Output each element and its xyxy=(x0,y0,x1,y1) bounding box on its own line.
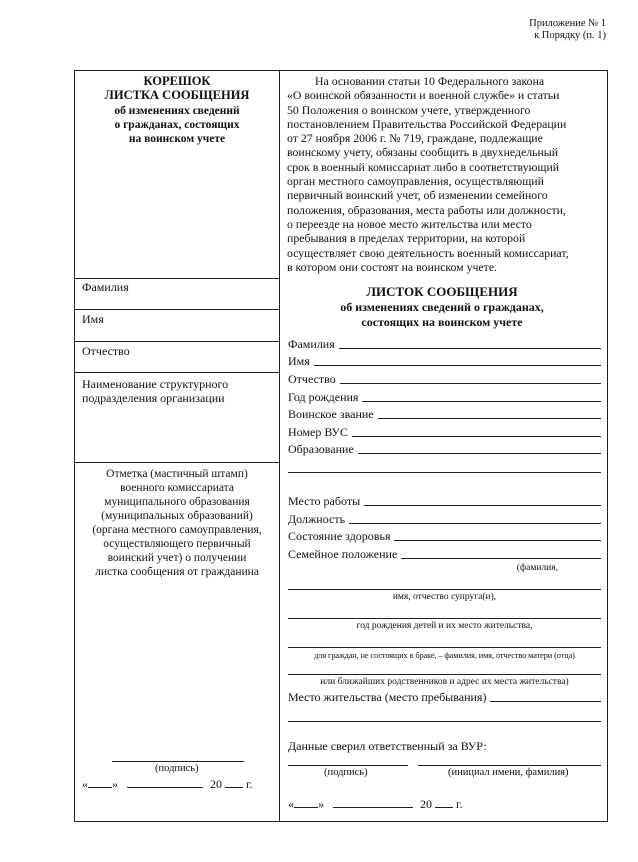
legal-notice-line: положения, образования, места работы или должности, xyxy=(287,202,566,217)
legal-notice-line: осуществляет свою деятельность военный комиссариат, xyxy=(287,245,569,260)
officer-name-caption: (инициал имени, фамилия) xyxy=(448,767,569,778)
legal-notice-line: о переезде на новое место жительства или место xyxy=(287,216,532,231)
birth-year-label: Год рождения xyxy=(288,390,359,404)
stub-title-line-1: КОРЕШОК xyxy=(143,74,211,88)
stub-patronymic-label: Отчество xyxy=(82,344,130,358)
stub-org-line-1: Наименование структурного xyxy=(82,377,229,391)
surname-hint: (фамилия, xyxy=(516,563,558,573)
form-day-blank[interactable] xyxy=(294,796,318,808)
rank-line[interactable] xyxy=(378,418,601,419)
health-field[interactable] xyxy=(288,528,601,543)
stub-mark-line: Отметка (мастичный штамп) xyxy=(106,468,248,480)
officer-signature-caption: (подпись) xyxy=(324,767,368,778)
stub-subtitle-line-1: об изменениях сведений xyxy=(114,105,240,117)
vus-line[interactable] xyxy=(352,436,601,437)
health-label: Состояние здоровья xyxy=(288,529,391,543)
residence-line[interactable] xyxy=(490,701,601,702)
legal-notice-line: На основании статьи 10 Федерального закона xyxy=(315,74,545,88)
stub-org-line-2: подразделения организации xyxy=(82,391,225,405)
stub-mark-line: воинский учет) о получении xyxy=(107,552,247,564)
form-subtitle-line-1: об изменениях сведений о гражданах, xyxy=(340,300,544,314)
education-extra-line[interactable] xyxy=(288,472,601,473)
children-hint: год рождения детей и их место жительства, xyxy=(356,621,533,631)
spouse-hint: имя, отчество супруга(и), xyxy=(392,592,497,602)
spouse-line[interactable] xyxy=(288,589,601,590)
officer-name-line[interactable] xyxy=(418,765,601,766)
patronymic-label: Отчество xyxy=(288,372,336,386)
birth-year-field[interactable] xyxy=(288,389,601,404)
form-date-line xyxy=(288,796,463,811)
surname-line[interactable] xyxy=(339,348,601,349)
stub-signature-line xyxy=(112,761,244,762)
residence-label: Место жительства (место пребывания) xyxy=(288,690,487,704)
column-divider xyxy=(279,70,280,822)
position-field[interactable] xyxy=(288,511,601,526)
unmarried-line[interactable] xyxy=(288,647,601,648)
stub-year-suffix: г. xyxy=(246,777,253,791)
education-label: Образование xyxy=(288,442,354,456)
family-label: Семейное положение xyxy=(288,547,398,561)
form-subtitle xyxy=(282,300,602,330)
stub-mark-line: (муниципальных образований) xyxy=(101,510,253,522)
stub-date-close-quote: » xyxy=(112,777,118,791)
stub-subtitle xyxy=(76,104,278,146)
form-month-blank[interactable] xyxy=(333,796,413,808)
appendix-note xyxy=(529,18,606,42)
stub-divider xyxy=(74,278,279,279)
stub-mark-line: (органа местного самоуправления, xyxy=(92,524,262,536)
stub-date-open-quote: « xyxy=(82,777,88,791)
workplace-line[interactable] xyxy=(364,505,601,506)
stub-divider xyxy=(74,341,279,342)
form-year-blank[interactable] xyxy=(435,796,453,808)
stub-name-label: Имя xyxy=(82,312,104,326)
stub-subtitle-line-3: на воинском учете xyxy=(128,133,226,145)
stub-stamp-note xyxy=(78,467,276,579)
residence-extra-line[interactable] xyxy=(288,721,601,722)
legal-notice-line: срок в военный комиссариат либо в соответствующий xyxy=(287,159,560,174)
legal-notice-line: постановлением Правительства Российской Федерации xyxy=(287,116,567,131)
stub-year-prefix: 20 xyxy=(210,777,222,791)
position-label: Должность xyxy=(288,512,346,526)
stub-day-blank xyxy=(88,776,112,788)
rank-label: Воинское звание xyxy=(288,407,374,421)
patronymic-line[interactable] xyxy=(340,383,601,384)
stub-mark-line: осуществляющего первичный xyxy=(103,538,251,550)
stub-signature-caption: (подпись) xyxy=(155,763,199,774)
family-field[interactable] xyxy=(288,546,601,561)
relatives-line[interactable] xyxy=(288,674,601,675)
stub-divider xyxy=(74,372,279,373)
stub-month-blank xyxy=(127,776,203,788)
family-line[interactable] xyxy=(401,558,601,559)
rank-field[interactable] xyxy=(288,406,601,421)
name-field[interactable] xyxy=(288,353,601,368)
legal-notice-line: 50 Положения о воинском учете, утвержденного xyxy=(287,102,531,117)
legal-notice-line: «О воинской обязанности и военной службе» и статьи xyxy=(287,88,560,103)
stub-mark-line: листка сообщения от гражданина xyxy=(95,566,259,578)
stub-subtitle-line-2: о гражданах, состоящих xyxy=(114,119,240,131)
children-line[interactable] xyxy=(288,618,601,619)
legal-notice-line: пребывания в пределах территории, на которой xyxy=(287,231,526,246)
vus-field[interactable] xyxy=(288,424,601,439)
workplace-field[interactable] xyxy=(288,493,601,508)
stub-mark-line: муниципального образования xyxy=(104,496,250,508)
unmarried-hint: для граждан, не состоящих в браке, – фамилия, имя, отчество матери (отца) xyxy=(314,651,575,660)
surname-label: Фамилия xyxy=(288,337,335,351)
legal-notice-line: в котором они состоят на воинском учете. xyxy=(287,259,497,274)
form-date-close-quote: » xyxy=(318,797,324,811)
education-field[interactable] xyxy=(288,441,601,456)
patronymic-field[interactable] xyxy=(288,371,601,386)
stub-mark-line: военного комиссариата xyxy=(120,482,234,494)
stub-title-line-2: ЛИСТКА СООБЩЕНИЯ xyxy=(104,88,250,102)
stub-divider xyxy=(74,462,279,463)
legal-notice-line: орган местного самоуправления, осуществляющий xyxy=(287,174,544,189)
stub-year-blank xyxy=(225,776,243,788)
stub-divider xyxy=(74,309,279,310)
surname-field[interactable] xyxy=(288,336,601,351)
form-date-open-quote: « xyxy=(288,797,294,811)
workplace-label: Место работы xyxy=(288,494,361,508)
position-line[interactable] xyxy=(349,523,601,524)
stub-date-line xyxy=(82,776,253,791)
stub-surname-label: Фамилия xyxy=(82,280,129,294)
health-line[interactable] xyxy=(394,540,601,541)
form-year-suffix: г. xyxy=(456,797,463,811)
name-line[interactable] xyxy=(314,365,601,366)
residence-field[interactable] xyxy=(288,689,601,704)
legal-notice xyxy=(287,74,601,274)
form-title: ЛИСТОК СООБЩЕНИЯ xyxy=(366,284,518,299)
verified-by-label: Данные сверил ответственный за ВУР: xyxy=(288,739,487,753)
form-year-prefix: 20 xyxy=(420,797,432,811)
appendix-line-2: к Порядку (п. 1) xyxy=(534,30,606,41)
legal-notice-line: первичный воинский учет, об изменении семейного xyxy=(287,188,548,203)
legal-notice-line: воинскому учету, обязаны сообщить в двухнедельный xyxy=(287,145,559,160)
officer-signature-line[interactable] xyxy=(288,765,408,766)
birth-year-line[interactable] xyxy=(362,401,601,402)
education-line[interactable] xyxy=(358,453,601,454)
legal-notice-line: от 27 ноября 2006 г. № 719, граждане, подлежащие xyxy=(287,131,543,146)
form-subtitle-line-2: состоящих на воинском учете xyxy=(361,315,523,329)
appendix-line-1: Приложение № 1 xyxy=(529,18,606,29)
stub-org-label xyxy=(82,377,228,405)
name-label: Имя xyxy=(288,354,310,368)
vus-label: Номер ВУС xyxy=(288,425,348,439)
relatives-hint: или ближайших родственников и адрес их места жительства) xyxy=(320,677,569,687)
stub-title xyxy=(76,74,278,102)
